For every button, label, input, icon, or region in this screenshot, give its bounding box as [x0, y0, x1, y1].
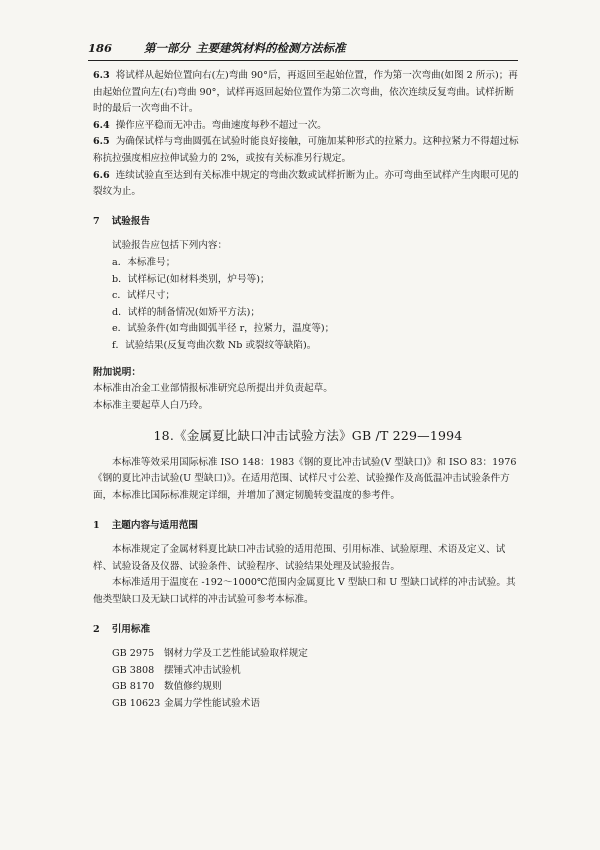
report-intro: 试验报告应包括下列内容：	[112, 240, 228, 252]
reference-name: 数值修约规则	[164, 681, 222, 693]
page-body	[93, 68, 523, 713]
scope-paragraph: 本标准规定了金属材料夏比缺口冲击试验的适用范围、引用标准、试验原理、术语及定义、试样、试验设备及仪器、试验条件、试验程序、试验结果处理及试验报告。	[93, 544, 506, 572]
clause-6-3	[93, 68, 523, 118]
list-item: d．试样的制备情况(如矫平方法)；	[112, 306, 260, 318]
section-number: 2	[93, 623, 100, 635]
reference-name: 钢材力学及工艺性能试验取样规定	[164, 648, 308, 660]
section-title: 试验报告	[111, 215, 151, 227]
reference-name: 摆锤式冲击试验机	[164, 664, 241, 676]
appendix-label: 附加说明：	[93, 366, 141, 378]
list-item	[112, 663, 523, 680]
section-1-heading	[93, 518, 523, 535]
reference-name: 金属力学性能试验术语	[164, 698, 260, 709]
clause-6-4	[93, 118, 523, 135]
scope-paragraph: 本标准适用于温度在 -192～1000℃范围内金属夏比 V 型缺口和 U 型缺口试样的冲击试验。其他类型缺口及无缺口试样的冲击试验可参考本标准。	[93, 577, 516, 606]
reference-code: GB 2975	[112, 648, 155, 660]
page-number: 186	[88, 41, 113, 55]
header-title: 主要建筑材料的检测方法标准	[196, 41, 346, 55]
report-items-list	[93, 255, 523, 355]
reference-code: GB 10623	[112, 698, 161, 709]
list-item: e．试验条件(如弯曲圆弧半径 r，拉紧力，温度等)；	[112, 323, 335, 335]
reference-code: GB 8170	[112, 681, 155, 693]
reference-code: GB 3808	[112, 664, 155, 676]
list-item	[112, 646, 523, 663]
section-title: 主题内容与适用范围	[111, 519, 199, 531]
reference-list	[93, 646, 523, 712]
list-item: a．本标准号；	[112, 256, 176, 268]
clause-number: 6.4	[93, 119, 110, 131]
clause-6-5	[93, 134, 523, 167]
clause-text: 将试样从起始位置向右(左)弯曲 90°后，再返回至起始位置，作为第一次弯曲(如图 2 所示)；再由起始位置向左(右)弯曲 90°，试样再返回起始位置作为第二次弯曲，依次连续反复弯曲。试样折断时的最后一次弯曲不计。	[93, 70, 518, 115]
appendix-line: 本标准由冶金工业部情报标准研究总所提出并负责起草。	[93, 383, 333, 395]
section-7-heading	[93, 214, 523, 231]
page-header	[88, 40, 518, 61]
clause-6-6	[93, 168, 523, 201]
section-number: 1	[93, 519, 100, 531]
standard-title: 18.《金属夏比缺口冲击试验方法》GB /T 229—1994	[153, 428, 463, 444]
appendix-line: 本标准主要起草人白乃玲。	[93, 399, 209, 411]
section-title: 引用标准	[111, 623, 151, 635]
standard-intro: 本标准等效采用国际标准 ISO 148：1983《钢的夏比冲击试验(V 型缺口)》和 ISO 83：1976《钢的夏比冲击试验(U 型缺口)》。在适用范围、试样尺寸公差、试验操作及高低温冲击试验条件方面，本标准比国际标准规定详细，并增加了测定韧脆转变温度的参考件。	[93, 456, 517, 502]
clause-number: 6.5	[93, 136, 110, 148]
list-item	[112, 696, 523, 713]
list-item	[112, 679, 523, 696]
clause-text: 操作应平稳而无冲击。弯曲速度每秒不超过一次。	[115, 119, 327, 131]
clause-text: 为确保试样与弯曲圆弧在试验时能良好接触，可施加某种形式的拉紧力。这种拉紧力不得超过标称抗拉强度相应拉伸试验力的 2%，或按有关标准另行规定。	[93, 136, 519, 164]
list-item: c．试样尺寸；	[112, 290, 175, 302]
list-item: b．试样标记(如材料类别，炉号等)；	[112, 273, 270, 285]
clause-text: 连续试验直至达到有关标准中规定的弯曲次数或试样折断为止。亦可弯曲至试样产生肉眼可见的裂纹为止。	[93, 169, 519, 198]
clause-number: 6.6	[93, 169, 110, 181]
header-part: 第一部分	[144, 41, 190, 55]
section-2-heading	[93, 622, 523, 639]
list-item: f．试验结果(反复弯曲次数 Nb 或裂纹等缺陷)。	[112, 339, 317, 351]
clause-number: 6.3	[93, 70, 110, 81]
section-number: 7	[93, 215, 100, 227]
